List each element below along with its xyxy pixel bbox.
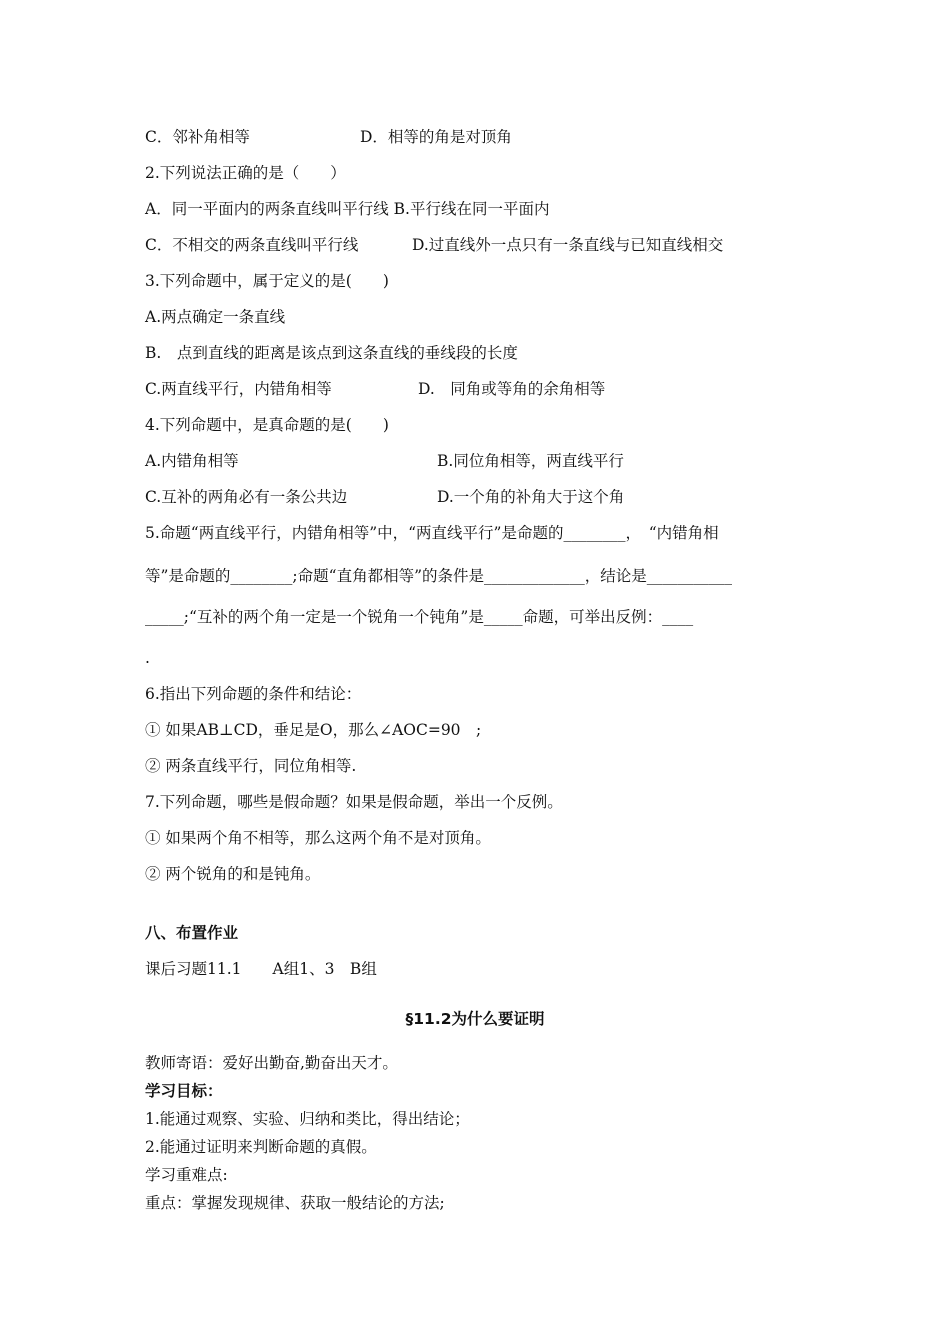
q6-item-2: ② 两条直线平行，同位角相等. [145,757,357,775]
q5-line-4: . [145,649,150,667]
q2-options-ab: A．同一平面内的两条直线叫平行线 B.平行线在同一平面内 [145,200,550,218]
q5-line-3: _____;“互补的两个角一定是一个锐角一个钝角”是_____命题，可举出反例：____ [145,608,694,626]
q3-stem: 3.下列命题中，属于定义的是( ) [145,272,389,290]
q4-stem: 4.下列命题中，是真命题的是( ) [145,416,389,434]
q3-option-a: A.两点确定一条直线 [145,308,286,326]
key-point: 重点：掌握发现规律、获取一般结论的方法; [145,1194,445,1212]
q7-item-2: ② 两个锐角的和是钝角。 [145,865,321,883]
q5-line-2: 等”是命题的________;命题“直角都相等”的条件是_____________，结论是___________ [145,567,732,585]
q2-option-d: D.过直线外一点只有一条直线与已知直线相交 [412,236,724,254]
homework-text: 课后习题11.1 A组1、3 B组 [145,960,377,978]
q1-option-c: C．邻补角相等 [145,128,250,146]
q4-option-c: C.互补的两角必有一条公共边 [145,488,348,506]
q6-stem: 6.指出下列命题的条件和结论： [145,685,362,703]
q7-item-1: ① 如果两个角不相等，那么这两个角不是对顶角。 [145,829,491,847]
section-title: §11.2为什么要证明 [405,1010,545,1028]
q4-option-d: D.一个角的补角大于这个角 [437,488,625,506]
homework-heading: 八、布置作业 [145,924,239,942]
q2-stem: 2.下列说法正确的是（ ） [145,164,346,182]
difficulty-heading: 学习重难点: [145,1166,228,1184]
q4-option-a: A.内错角相等 [145,452,239,470]
goals-heading: 学习目标： [145,1082,223,1100]
q5-line-1: 5.命题“两直线平行，内错角相等”中，“两直线平行”是命题的________， “内错角相 [145,524,719,542]
q7-stem: 7.下列命题，哪些是假命题？如果是假命题，举出一个反例。 [145,793,563,811]
teacher-motto: 教师寄语：爱好出勤奋,勤奋出天才。 [145,1054,398,1072]
q3-option-d: D. 同角或等角的余角相等 [418,380,606,398]
q1-option-d: D．相等的角是对顶角 [360,128,512,146]
q4-option-b: B.同位角相等，两直线平行 [437,452,624,470]
q2-option-c: C．不相交的两条直线叫平行线 [145,236,359,254]
q3-option-c: C.两直线平行，内错角相等 [145,380,332,398]
q6-item-1: ① 如果AB⊥CD，垂足是O，那么∠AOC=90 ; [145,721,482,739]
goal-1: 1.能通过观察、实验、归纳和类比，得出结论； [145,1110,470,1128]
goal-2: 2.能通过证明来判断命题的真假。 [145,1138,377,1156]
q3-option-b: B. 点到直线的距离是该点到这条直线的垂线段的长度 [145,344,518,362]
